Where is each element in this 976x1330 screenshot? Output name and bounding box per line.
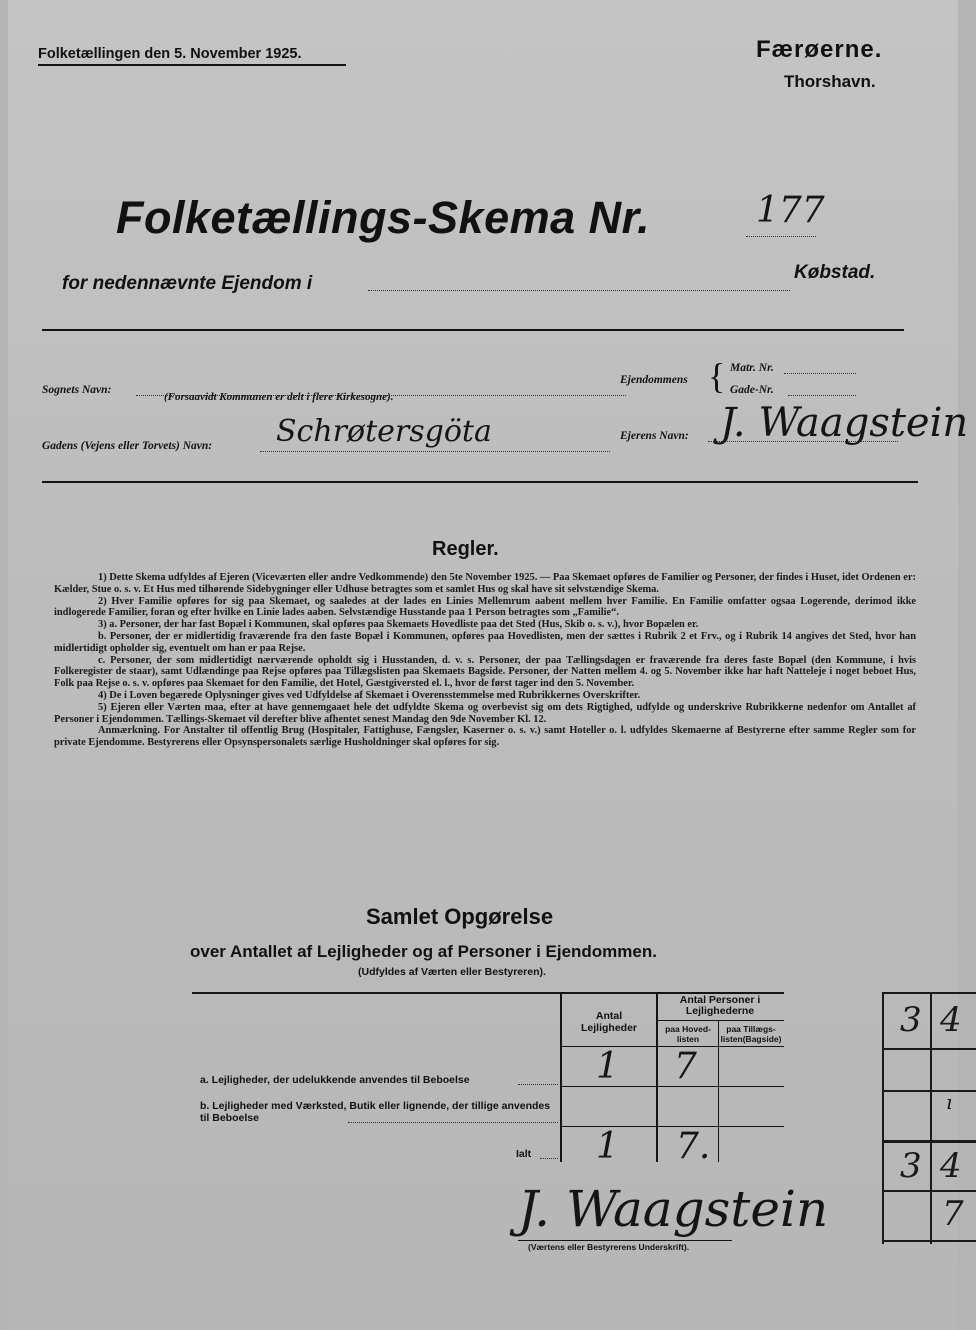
census-date-title: Folketællingen den 5. November 1925. bbox=[38, 46, 302, 62]
region-name: Færøerne. bbox=[756, 36, 883, 63]
street-no-line bbox=[788, 395, 856, 396]
total-label: Ialt bbox=[516, 1148, 532, 1160]
tally-row-1 bbox=[882, 1048, 976, 1050]
tally-r3a: 3 bbox=[900, 1146, 922, 1186]
signature-line bbox=[518, 1240, 732, 1241]
rule-1: 1) Dette Skema udfyldes af Ejeren (Viceværten eller andre Vedkommende) den 5te November 1925. — Paa Skemaet opføres de Familier og Personer, der findes i Huset, idet Ordenen er: Kælder, Stue o. s. v. Et Hus med tilhørende Sidebygninger eller Udhuse betragtes som et samlet Hus og skal have sit selvstændige Skema. bbox=[54, 572, 916, 595]
brace-icon: { bbox=[708, 356, 726, 396]
rule-3b: b. Personer, der er midlertidig fraværende fra den faste Bopæl i Kommunen, opføres paa Hovedlisten, men der sættes i Rubrik 2 et Frv., og i Rubrik 14 angives det Sted, hvor han midlertidigt opholder sig, eventuelt om han er paa Rejse. bbox=[54, 630, 916, 654]
rule-5: 5) Ejeren eller Værten maa, efter at have gennemgaaet hele det udfyldte Skema og overbevist sig om dets Rigtighed, udfylde og underskrive Rubrikkerne nedenfor om Antallet af Personer i Ejendommen. Tællings-Skemaet vil derefter blive afhentet senest Mandag den 9de November Kl. 12. bbox=[54, 701, 916, 725]
rule-4: 4) De i Loven begærede Oplysninger gives ved Udfyldelse af Skemaet i Overensstemmelse med Rubrikkernes Overskrifter. bbox=[98, 689, 641, 701]
header-bottom bbox=[560, 1046, 784, 1047]
census-form-page bbox=[8, 0, 969, 1330]
row-a-apartments: 1 bbox=[596, 1046, 619, 1087]
form-title: Folketællings-Skema Nr. bbox=[116, 192, 651, 243]
rules-heading: Regler. bbox=[432, 538, 499, 560]
rules-text bbox=[54, 572, 916, 749]
header-underline bbox=[38, 64, 346, 66]
col-main-list-header: paa Hoved-listen bbox=[665, 1024, 711, 1044]
total-dots bbox=[540, 1158, 558, 1159]
tally-mid-border bbox=[930, 992, 932, 1244]
total-persons: 7. bbox=[676, 1126, 711, 1167]
col-persons-header: Antal Personer i Lejlighederne bbox=[679, 994, 761, 1017]
header-subdivider bbox=[658, 1020, 784, 1021]
rule-2: 2) Hver Familie opføres for sig paa Skemaet, og saaledes at der lades en Linies Mellemrum aabent mellem hver Familie. En Familie omfatter ogsaa Logerende, derimod ikke indlogerede Familier, foran og efter hvilke en Linie lades aaben. Selvstændige Husstande paa 1 Person betragtes som „Familie“. bbox=[54, 595, 916, 619]
owner-signature: J. Waagstein bbox=[720, 400, 969, 446]
tally-r2b: ı bbox=[946, 1090, 953, 1114]
summary-note: (Udfyldes af Værten eller Bestyreren). bbox=[358, 966, 546, 978]
form-subtitle: for nedennævnte Ejendom i bbox=[62, 273, 313, 294]
owner-label: Ejerens Navn: bbox=[620, 430, 689, 442]
street-no-label: Gade-Nr. bbox=[730, 384, 774, 396]
col-apartments-header: Antal Lejligheder bbox=[580, 1010, 637, 1034]
town-type: Købstad. bbox=[794, 262, 876, 283]
row-b-label: b. Lejligheder med Værksted, Butik eller lignende, der tillige anvendes til Beboelse bbox=[200, 1100, 551, 1124]
tally-top-border bbox=[882, 992, 976, 994]
row-a-dots bbox=[518, 1084, 558, 1085]
landlord-signature: J. Waagstein bbox=[518, 1180, 829, 1238]
summary-subtitle: over Antallet af Lejligheder og af Personer i Ejendommen. bbox=[190, 942, 657, 961]
tally-row-2 bbox=[882, 1090, 976, 1092]
tally-r1b: 4 bbox=[940, 1000, 962, 1040]
row-b-dots bbox=[348, 1122, 558, 1123]
col-divider-3 bbox=[718, 1020, 719, 1162]
row-a-label: a. Lejligheder, der udelukkende anvendes til Beboelse bbox=[200, 1074, 470, 1086]
tally-row-3 bbox=[882, 1140, 976, 1143]
tally-row-4 bbox=[882, 1190, 976, 1192]
col-extra-list-header: paa Tillægs-listen(Bagside) bbox=[720, 1024, 782, 1044]
parish-label: Sognets Navn: bbox=[42, 384, 112, 396]
col-divider-1 bbox=[560, 994, 562, 1162]
matr-line bbox=[784, 373, 856, 374]
tally-r1a: 3 bbox=[900, 1000, 922, 1040]
form-number: 177 bbox=[756, 190, 825, 231]
row-b-bottom bbox=[560, 1126, 784, 1127]
town-name: Thorshavn. bbox=[784, 72, 876, 91]
row-a-persons: 7 bbox=[674, 1046, 697, 1087]
property-label: Ejendommens bbox=[620, 374, 688, 386]
row-a-bottom bbox=[560, 1086, 784, 1087]
rule-3a: 3) a. Personer, der har fast Bopæl i Kommunen, skal opføres paa Skemaets Hovedliste paa det Sted (Hus, Skib o. s. v.), hvor Bopælen er. bbox=[98, 619, 699, 631]
divider-top bbox=[42, 329, 904, 331]
street-value: Schrøtersgöta bbox=[276, 414, 492, 449]
tally-bottom-border bbox=[882, 1240, 976, 1242]
street-label: Gadens (Vejens eller Torvets) Navn: bbox=[42, 440, 213, 452]
parish-note: (Forsaavidt Kommunen er delt i flere Kirkesogne). bbox=[164, 391, 394, 403]
rule-3c: c. Personer, der som midlertidigt nærværende opholdt sig i Husstanden, d. v. s. Personer, der paa Tællingsdagen er fraværende fra deres faste Bopæl (den Kommune, i hvis Folkeregister de staar), samt Udlændinge paa Rejse opføres paa Tillægslisten paa Skemaets Bagside. Personer, der Natten mellem 4. og 5. November ikke har haft Natteleje i noget beboet Hus, Folk paa Rejse o. s. v. opføres paa Skemaet for den Familie, det Hotel, Gæstgiversted el. l., hvor de først tager ind den 5. November. bbox=[54, 654, 916, 690]
matr-label: Matr. Nr. bbox=[730, 362, 774, 374]
subtitle-dotted-line bbox=[368, 290, 790, 291]
tally-left-border bbox=[882, 992, 884, 1244]
signature-caption: (Værtens eller Bestyrerens Underskrift). bbox=[528, 1242, 690, 1252]
tally-r3b: 4 bbox=[940, 1146, 962, 1186]
total-apartments: 1 bbox=[596, 1126, 619, 1167]
form-number-line bbox=[746, 236, 816, 237]
street-line bbox=[260, 451, 610, 452]
rule-note: Anmærkning. For Anstalter til offentlig Brug (Hospitaler, Fattighuse, Fængsler, Kaserner o. s. v.) samt Hoteller o. l. udfyldes Skemaerne af Bestyrerne efter samme Regler som for private Ejendomme. Bestyrerens eller Opsynspersonalets særlige Husholdninger skal opføres for sig. bbox=[54, 725, 916, 749]
divider-bottom bbox=[42, 481, 918, 483]
tally-r4b: 7 bbox=[942, 1194, 964, 1234]
summary-title: Samlet Opgørelse bbox=[366, 904, 554, 929]
